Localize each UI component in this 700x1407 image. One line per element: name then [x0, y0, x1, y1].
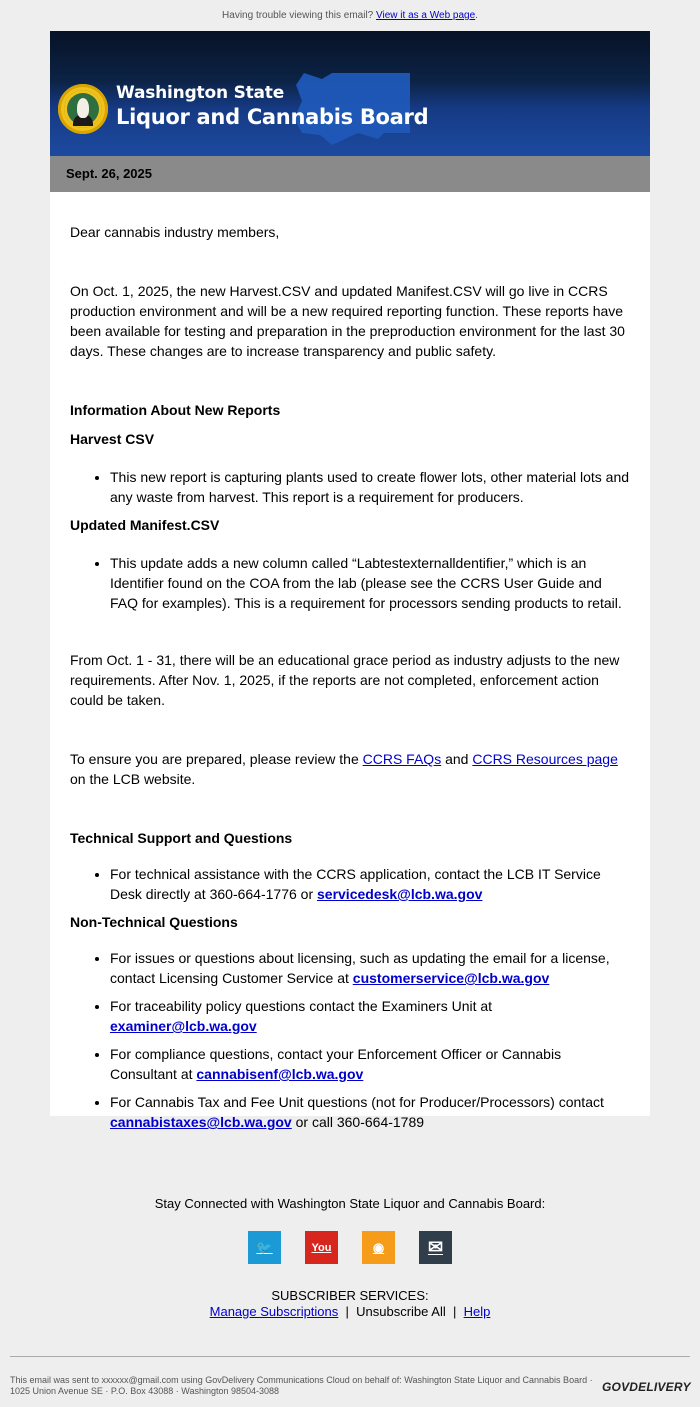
tech-heading: Technical Support and Questions: [70, 830, 293, 846]
email-body: [50, 192, 650, 1130]
govdelivery-logo: GOVDELIVERY: [602, 1380, 691, 1394]
footer-divider: [10, 1356, 690, 1357]
brand-line-1: Washington State: [116, 83, 285, 103]
stay-connected-text: Stay Connected with Washington State Liquor and Cannabis Board:: [154, 1196, 546, 1211]
header-banner: [50, 31, 650, 156]
web-view-text: Having trouble viewing this email?: [222, 10, 374, 21]
list-item: • For issues or questions about licensing, such as updating the email for a license, contact Licensing Customer Service at customerservice@lcb.wa.gov: [110, 948, 630, 988]
subscriber-services: SUBSCRIBER SERVICES: Manage Subscriptions | Unsubscribe All | Help: [0, 1288, 700, 1320]
help-link[interactable]: Help: [463, 1304, 491, 1319]
info-heading: Information About New Reports: [70, 402, 281, 418]
servicedesk-email-link[interactable]: servicedesk@lcb.wa.gov: [317, 886, 483, 902]
email-card: [50, 31, 650, 1130]
customerservice-email-link[interactable]: customerservice@lcb.wa.gov: [352, 970, 550, 986]
list-item: • For compliance questions, contact your Enforcement Officer or Cannabis Consultant at cannabisenf@lcb.wa.gov: [110, 1044, 630, 1084]
manifest-list: [70, 553, 630, 613]
email-icon[interactable]: ✉: [419, 1231, 452, 1264]
cannabisenf-email-link[interactable]: cannabisenf@lcb.wa.gov: [196, 1066, 364, 1082]
grace-paragraph: From Oct. 1 - 31, there will be an educational grace period as industry adjusts to the new requirements. After Nov. 1, 2025, if the reports are not completed, enforcement action could be taken.: [70, 652, 620, 708]
view-web-page-link[interactable]: View it as a Web page: [376, 10, 476, 21]
manifest-heading: Updated Manifest.CSV: [70, 517, 220, 533]
email-footer: [0, 1176, 700, 1320]
cannabistaxes-email-link[interactable]: cannabistaxes@lcb.wa.gov: [110, 1114, 292, 1130]
tech-list: [70, 864, 630, 904]
date-bar: Sept. 26, 2025: [50, 156, 650, 192]
harvest-list: [70, 467, 630, 507]
list-item: • For Cannabis Tax and Fee Unit questions (not for Producer/Processors) contact cannabistaxes@lcb.wa.gov or call 360-664-1789: [110, 1092, 630, 1132]
nontech-list: [70, 948, 630, 1132]
greeting: Dear cannabis industry members,: [70, 224, 280, 240]
unsubscribe-all[interactable]: Unsubscribe All: [356, 1304, 446, 1319]
list-item: • For traceability policy questions contact the Examiners Unit at examiner@lcb.wa.gov: [110, 996, 630, 1036]
list-item: • This update adds a new column called “Labtestexternalldentifier,” which is an Identifier found on the COA from the lab (please see the CCRS User Guide and FAQ for examples). This is a requirement for processors sending products to retail.: [110, 553, 630, 613]
prepared-paragraph: To ensure you are prepared, please review the CCRS FAQs and CCRS Resources page on the LCB website.: [70, 751, 618, 787]
harvest-heading: Harvest CSV: [70, 431, 155, 447]
ccrs-faqs-link[interactable]: CCRS FAQs: [362, 751, 442, 767]
legal-text: This email was sent to xxxxxx@gmail.com using GovDelivery Communications Cloud on behalf of: Washington State Liquor and Cannabis Board · 1025 Union Avenue SE · P.O. Box 43088 · Washington 98504-3088: [10, 1375, 593, 1396]
examiner-email-link[interactable]: examiner@lcb.wa.gov: [110, 1018, 257, 1034]
twitter-icon[interactable]: 🐦: [248, 1231, 281, 1264]
social-icons: [0, 1231, 700, 1264]
youtube-icon[interactable]: You: [305, 1231, 338, 1264]
state-seal-icon: [58, 84, 108, 134]
web-view-notice: Having trouble viewing this email? View it as a Web page.: [222, 10, 478, 21]
manage-subscriptions-link[interactable]: Manage Subscriptions: [209, 1304, 339, 1319]
nontech-heading: Non-Technical Questions: [70, 914, 238, 930]
intro-paragraph: On Oct. 1, 2025, the new Harvest.CSV and updated Manifest.CSV will go live in CCRS production environment and will be a new required reporting function. These reports have been available for testing and preparation in the preproduction environment for the last 30 days. These changes are to increase transparency and public safety.: [70, 283, 625, 359]
subscriber-heading: SUBSCRIBER SERVICES:: [271, 1288, 429, 1303]
list-item: • For technical assistance with the CCRS application, contact the LCB IT Service Desk directly at 360-664-1776 or servicedesk@lcb.wa.gov: [110, 864, 630, 904]
brand-line-2: Liquor and Cannabis Board: [116, 105, 429, 129]
list-item: • This new report is capturing plants used to create flower lots, other material lots and any waste from harvest. This report is a requirement for producers.: [110, 467, 630, 507]
ccrs-resources-link[interactable]: CCRS Resources page: [472, 751, 618, 767]
rss-icon[interactable]: ◉: [362, 1231, 395, 1264]
